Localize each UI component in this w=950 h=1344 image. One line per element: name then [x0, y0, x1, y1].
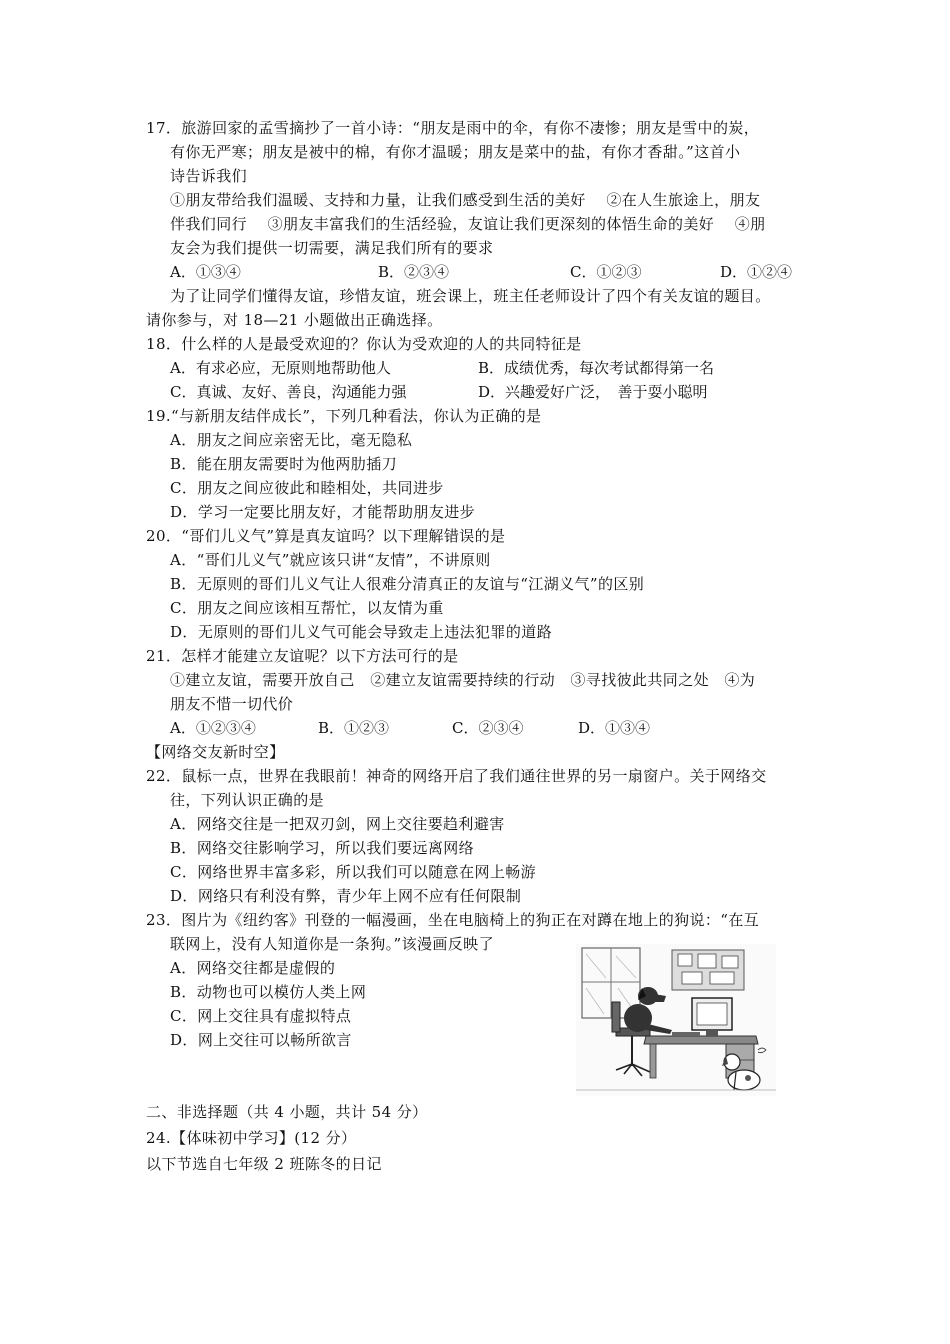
q23-option-c: C．网上交往具有虚拟特点 — [170, 1007, 352, 1025]
q20-stem: 20．“哥们儿义气”算是真友谊吗？以下理解错误的是 — [146, 527, 506, 545]
q17-statement-line-1: ①朋友带给我们温暖、支持和力量，让我们感受到生活的美好 ②在人生旅途上，朋友 — [170, 191, 761, 209]
q17-option-b: B．②③④ — [378, 263, 450, 281]
q24-title: 24.【体味初中学习】(12 分） — [146, 1129, 357, 1147]
q18-option-a: A．有求必应，无原则地帮助他人 — [170, 359, 391, 377]
q21-stem: 21．怎样才能建立友谊呢？以下方法可行的是 — [146, 647, 459, 665]
q22-option-b: B．网络交往影响学习，所以我们要远离网络 — [170, 839, 475, 857]
intro-line-2: 请你参与，对 18—21 小题做出正确选择。 — [146, 311, 443, 329]
cartoon-dog-computer-image — [576, 944, 776, 1096]
q22-option-c: C．网络世界丰富多彩，所以我们可以随意在网上畅游 — [170, 863, 537, 881]
q19-option-b: B．能在朋友需要时为他两肋插刀 — [170, 455, 398, 473]
q22-stem-line-1: 22．鼠标一点，世界在我眼前！神奇的网络开启了我们通往世界的另一扇窗户。关于网络交 — [146, 767, 767, 785]
q18-option-b: B．成绩优秀，每次考试都得第一名 — [478, 359, 715, 377]
q17-option-c: C．①②③ — [570, 263, 642, 281]
q19-option-c: C．朋友之间应彼此和睦相处，共同进步 — [170, 479, 444, 497]
q18-option-d: D．兴趣爱好广泛， 善于耍小聪明 — [478, 383, 708, 401]
q23-stem-line-2: 联网上，没有人知道你是一条狗。”该漫画反映了 — [170, 935, 494, 953]
q24-intro-text: 以下节选自七年级 2 班陈冬的日记 — [146, 1155, 382, 1173]
q17-statement-line-2: 伴我们同行 ③朋友丰富我们的生活经验，友谊让我们更深刻的体悟生命的美好 ④朋 — [170, 215, 766, 233]
q19-option-a: A．朋友之间应亲密无比，毫无隐私 — [170, 431, 413, 449]
q17-stem-line-2: 有你无严寒；朋友是被中的棉，有你才温暖；朋友是菜中的盐，有你才香甜。”这首小 — [170, 143, 741, 161]
q17-option-a: A．①③④ — [170, 263, 241, 281]
section-heading-network: 【网络交友新时空】 — [146, 743, 285, 761]
q20-option-a: A．“哥们儿义气”就应该只讲“友情”，不讲原则 — [170, 551, 491, 569]
q23-stem-line-1: 23．图片为《纽约客》刊登的一幅漫画，坐在电脑椅上的狗正在对蹲在地上的狗说：“在互 — [146, 911, 760, 929]
intro-line-1: 为了让同学们懂得友谊，珍惜友谊，班会课上，班主任老师设计了四个有关友谊的题目。 — [170, 287, 771, 305]
q22-option-a: A．网络交往是一把双刃剑，网上交往要趋利避害 — [170, 815, 505, 833]
q18-stem: 18．什么样的人是最受欢迎的？你认为受欢迎的人的共同特征是 — [146, 335, 582, 353]
q21-statement-line-1: ①建立友谊，需要开放自己 ②建立友谊需要持续的行动 ③寻找彼此共同之处 ④为 — [170, 671, 756, 689]
part-two-heading: 二、非选择题（共 4 小题，共计 54 分） — [146, 1103, 428, 1121]
q17-statement-line-3: 友会为我们提供一切需要，满足我们所有的要求 — [170, 239, 494, 257]
q22-stem-line-2: 往，下列认识正确的是 — [170, 791, 325, 809]
q21-option-b: B．①②③ — [318, 719, 390, 737]
q19-stem: 19.“与新朋友结伴成长”，下列几种看法，你认为正确的是 — [146, 407, 542, 425]
q20-option-d: D．无原则的哥们儿义气可能会导致走上违法犯罪的道路 — [170, 623, 553, 641]
q21-option-d: D．①③④ — [578, 719, 651, 737]
q18-option-c: C．真诚、友好、善良，沟通能力强 — [170, 383, 407, 401]
q20-option-b: B．无原则的哥们儿义气让人很难分清真正的友谊与“江湖义气”的区别 — [170, 575, 645, 593]
q17-option-d: D．①②④ — [720, 263, 793, 281]
q17-stem-line-3: 诗告诉我们 — [170, 167, 248, 185]
q23-option-b: B．动物也可以模仿人类上网 — [170, 983, 367, 1001]
q21-option-a: A．①②③④ — [170, 719, 256, 737]
q22-option-d: D．网络只有利没有弊，青少年上网不应有任何限制 — [170, 887, 522, 905]
q17-stem-line-1: 17．旅游回家的孟雪摘抄了一首小诗：“朋友是雨中的伞，有你不凄惨；朋友是雪中的炭， — [146, 119, 760, 137]
q19-option-d: D．学习一定要比朋友好，才能帮助朋友进步 — [170, 503, 476, 521]
q20-option-c: C．朋友之间应该相互帮忙，以友情为重 — [170, 599, 444, 617]
q23-option-a: A．网络交往都是虚假的 — [170, 959, 336, 977]
q21-statement-line-2: 朋友不惜一切代价 — [170, 695, 294, 713]
q21-option-c: C．②③④ — [452, 719, 524, 737]
q23-option-d: D．网上交往可以畅所欲言 — [170, 1031, 352, 1049]
